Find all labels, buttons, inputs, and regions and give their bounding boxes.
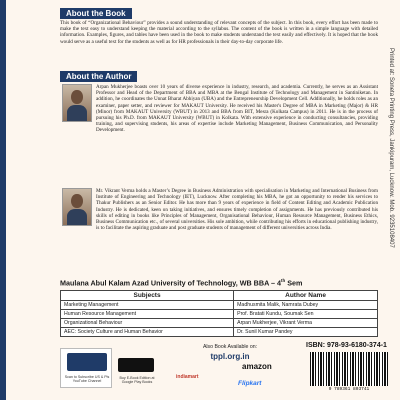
- table-header: Subjects: [61, 291, 234, 301]
- table-cell: Arpan Mukherjee, Vikrant Verma: [234, 319, 378, 328]
- table-row: [61, 310, 378, 319]
- amazon-logo[interactable]: amazon: [242, 362, 272, 371]
- site-link[interactable]: tppl.org.in: [210, 352, 250, 361]
- table-row: [61, 328, 378, 337]
- table-cell: Madhusmita Malik, Namrata Dubey: [234, 301, 378, 310]
- table-header: Author Name: [234, 291, 378, 301]
- google-play-icon[interactable]: [118, 358, 154, 372]
- indiamart-logo[interactable]: indiamart: [176, 374, 199, 380]
- table-header-row: [61, 291, 378, 301]
- table-cell: AEC: Society Culture and Human Behavior: [61, 328, 234, 337]
- logo-caption: Scan to Subscribe US & Pls YouTube Channel: [64, 375, 110, 383]
- table-row: [61, 301, 378, 310]
- table-cell: Dr. Sunil Kumar Pandey: [234, 328, 378, 337]
- available-on-text: Also Book Available on:: [202, 344, 258, 350]
- google-play-caption: Buy E-Book Edition at Google Play Books: [119, 376, 155, 384]
- about-book-text: This book of “Organizational Behaviour” provides a sound understanding of relevant concepts of the subject. In this book, every effort has been made to make the text easy to understand keeping the material according to the syllabus. The content of the book is written in a simple language with detailed information. Examples, figures, and tables have been used in the book to make students understand the text easily and effectively. It is hoped that the book would serve as a useful text for the students as well as for HR professionals in their day-to-day corporate life.: [60, 20, 378, 45]
- youtube-qr-logo[interactable]: [60, 348, 112, 388]
- about-book-heading: About the Book: [60, 8, 132, 19]
- author2-text: Mr. Vikrant Verma holds a Master’s Degree in Business Administration with specialisation in Marketing and International Business from Institute of Engineering and Technology (IET), Lucknow. After completing his MBA, he got an opportunity to render his services to Thakur Publishers as an Senior Editor. He has more than 9 years of experience in field of Content Editing and Academic Publication Industry. He is dedicated, keen on taking initiatives, and ensures timely completion of assignments. He has previously contributed his skills of editing in books like Principles of Management, Organisational Behaviour, Human Resource Management, Business Ethics, Business Communication etc., of several universities. His sole ambition, while contributing his efforts in educational publishing industry, is to facilitate the aspiring graduate and post graduate students of management of different universities across India.: [96, 188, 378, 232]
- about-author-heading: About the Author: [60, 71, 137, 82]
- barcode-number: 9 789361 803741: [328, 387, 370, 392]
- footer: [6, 340, 400, 400]
- barcode-icon: [310, 352, 388, 386]
- table-cell: Organizational Behaviour: [61, 319, 234, 328]
- publisher-logo-icon: [67, 353, 107, 371]
- author1-text: Arpan Mukherjee boasts over 10 years of diverse experience in industry, research, and academia. Currently, he serves as an Assistant Professor and Head of the Department of BBA and MBA at the Bengal Institute of Technology and Management in Santiniketan. In addition, he coordinates the Unnat Bharat Abhiyan (UBA) and the Entrepreneurship Development Cell. Additionally, he holds roles as an examiner, paper setter, and reviewer for MAKAUT University. He received his Master's Degree of MBA in Marketing (Major) & HR (Minor) from MAKAUT University (WBUT) in 2013 and BBA from BIT, Mesra (Kolkata Campus) in 2011. He is in the process of pursuing his Ph.D. from MAKAUT University (WBUT) in Kolkata. With extensive experience in conducting consultancies, providing training, and supervising students, his areas of expertise include Marketing Management, Business Communication, and Personality Development.: [96, 84, 378, 134]
- table-cell: Prof. Bratati Kundu, Soumak Sen: [234, 310, 378, 319]
- table-cell: Human Resource Management: [61, 310, 234, 319]
- table-row: [61, 319, 378, 328]
- flipkart-logo[interactable]: Flipkart: [238, 380, 262, 387]
- author2-photo: [62, 188, 92, 226]
- subjects-table: [60, 290, 378, 337]
- table-cell: Marketing Management: [61, 301, 234, 310]
- isbn-label: ISBN: 978-93-6180-374-1: [306, 342, 387, 349]
- printer-vertical-text: Printed at: Soneta Printing Press, Jankipuram, Lucknow. Mob. 9235108407: [388, 48, 394, 248]
- university-title: Maulana Abul Kalam Azad University of Technology, WB BBA – 4th Sem: [60, 278, 303, 288]
- author1-photo: [62, 84, 92, 122]
